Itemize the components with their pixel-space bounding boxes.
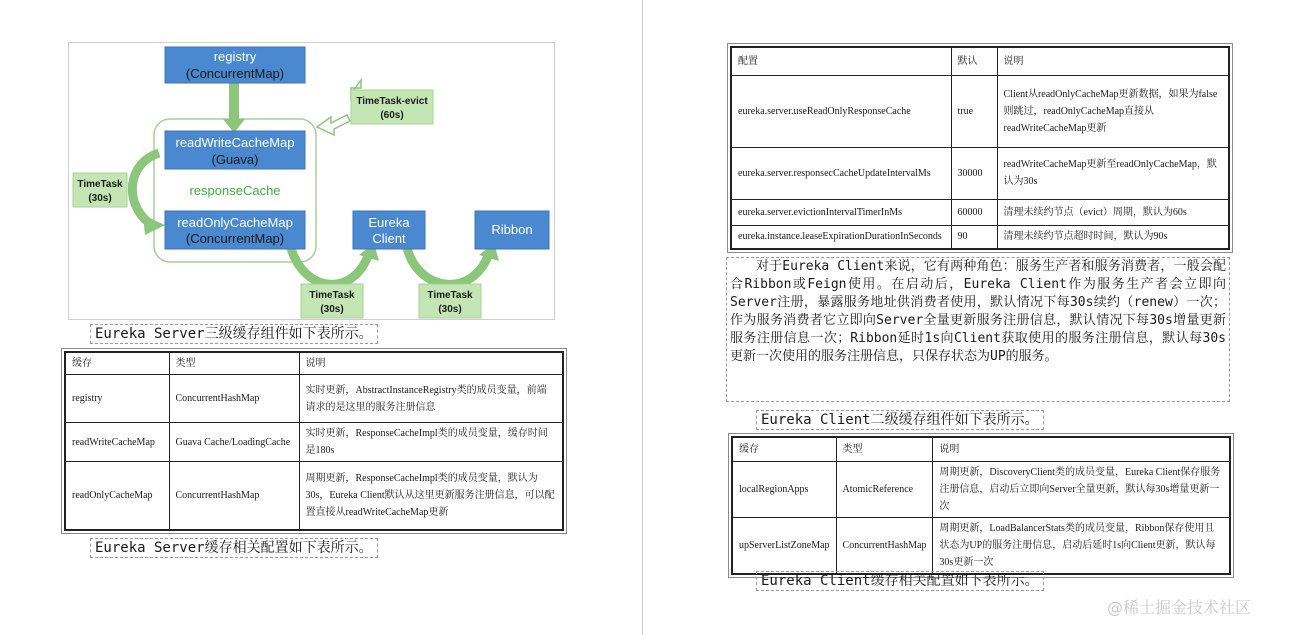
cell-cache: readWriteCacheMap: [65, 423, 169, 462]
header-type: 类型: [836, 437, 933, 461]
table-row: [65, 462, 563, 530]
page-divider: [642, 0, 643, 635]
cell-default: true: [951, 75, 997, 147]
timetask-bottom2-note: [419, 284, 481, 318]
cell-desc: 清理未续约节点超时时间，默认为90s: [997, 225, 1229, 249]
client-to-ribbon-arrow: [407, 248, 489, 284]
ribbon-box: [475, 211, 549, 249]
cell-desc: readWriteCacheMap更新至readOnlyCacheMap，默认为30s: [997, 147, 1229, 199]
tt-left-interval-label: (30s): [88, 193, 112, 204]
rocm-to-client-arrow: [291, 248, 369, 284]
cell-type: ConcurrentHashMap: [169, 375, 299, 423]
tt-bottom2-interval-label: (30s): [438, 304, 462, 315]
table-row: [731, 147, 1229, 199]
ribbon-label: Ribbon: [491, 222, 533, 237]
table-row: [732, 461, 1230, 517]
client-label-line1: Eureka: [368, 215, 410, 230]
table-header-row: [732, 437, 1230, 461]
cell-default: 90: [951, 225, 997, 249]
header-default: 默认: [951, 47, 997, 75]
caption-server-three-level: Eureka Server三级缓存组件如下表所示。: [90, 324, 378, 344]
cell-default: 60000: [951, 199, 997, 225]
cell-desc: Client从readOnlyCacheMap更新数据，如果为false则跳过，readOnlyCacheMap直接从readWriteCacheMap更新: [997, 75, 1229, 147]
table-row: [732, 517, 1230, 574]
table-row: [731, 225, 1229, 249]
registry-to-rwcm-arrow: [223, 83, 245, 133]
client-cache-table-wrap: [728, 433, 1234, 578]
cell-type: ConcurrentHashMap: [169, 462, 299, 530]
header-cache: 缓存: [65, 352, 169, 375]
response-cache-label: responseCache: [189, 183, 281, 198]
cell-config: eureka.instance.leaseExpirationDurationInSeconds: [731, 225, 951, 249]
cell-type: Guava Cache/LoadingCache: [169, 423, 299, 462]
header-desc: 说明: [299, 352, 563, 375]
tt-bottom1-interval-label: (30s): [320, 304, 344, 315]
client-roles-paragraph: 对于Eureka Client来说，它有两种角色：服务生产者和服务消费者，一般会配合Ribbon或Feign使用。在启动后，Eureka Client作为服务生产者会立即向Server注册，暴露服务地址供消费者使用，默认情况下每30s续约（renew）一次；作为服务消费者它立即向Server全量更新服务注册信息，默认情况下每30s增量更新服务注册信息一次；Ribbon延时1s向Client获取使用的服务注册信息，默认每30s更新一次使用的服务注册信息，只保存状态为UP的服务。: [726, 257, 1230, 402]
cell-cache: upServerListZoneMap: [732, 517, 836, 574]
registry-label: registry: [213, 49, 257, 64]
caption-server-config: Eureka Server缓存相关配置如下表所示。: [90, 538, 378, 558]
cell-desc: 周期更新，LoadBalancerStats类的成员变量，Ribbon保存使用且状态为UP的服务注册信息，启动后延时1s向Client更新，默认每30s更新一次: [933, 517, 1230, 574]
header-type: 类型: [169, 352, 299, 375]
rwcm-type-label: (Guava): [211, 152, 259, 167]
header-cache: 缓存: [732, 437, 836, 461]
table-row: [731, 75, 1229, 147]
eureka-client-box: [353, 211, 425, 249]
cache-architecture-diagram: [68, 42, 555, 320]
tt-bottom1-label: TimeTask: [309, 290, 355, 301]
cell-config: eureka.server.responsecCacheUpdateIntervalMs: [731, 147, 951, 199]
rocm-type-label: (ConcurrentMap): [185, 231, 285, 246]
registry-box: [165, 47, 305, 83]
table-row: [65, 423, 563, 462]
rocm-box: [165, 211, 305, 249]
server-config-table: [730, 46, 1230, 250]
table-row: [731, 199, 1229, 225]
tt-left-label: TimeTask: [77, 179, 123, 190]
watermark: @稀土掘金技术社区: [1107, 598, 1252, 617]
cell-config: eureka.server.evictionIntervalTimerInMs: [731, 199, 951, 225]
header-config: 配置: [731, 47, 951, 75]
registry-type-label: (ConcurrentMap): [185, 66, 285, 81]
server-cache-table-wrap: [61, 348, 567, 534]
timetask-bottom1-note: [301, 284, 363, 318]
cell-default: 30000: [951, 147, 997, 199]
cell-cache: localRegionApps: [732, 461, 836, 517]
table-row: [65, 375, 563, 423]
evict-label: TimeTask-evict: [356, 96, 428, 107]
timetask-left-note: [73, 173, 127, 207]
cell-type: ConcurrentHashMap: [836, 517, 933, 574]
timetask-left-arrow: [132, 153, 159, 223]
caption-client-config: Eureka Client缓存相关配置如下表所示。: [756, 571, 1044, 591]
cell-cache: readOnlyCacheMap: [65, 462, 169, 530]
caption-client-two-level: Eureka Client二级缓存组件如下表所示。: [756, 410, 1044, 430]
table-header-row: [731, 47, 1229, 75]
table-header-row: [65, 352, 563, 375]
cell-desc: 周期更新，ResponseCacheImpl类的成员变量，默认为30s，Eureka Client默认从这里更新服务注册信息，可以配置直接从readWriteCacheMap更新: [299, 462, 563, 530]
client-cache-table: [731, 436, 1231, 575]
rwcm-label: readWriteCacheMap: [175, 135, 295, 150]
cell-cache: registry: [65, 375, 169, 423]
server-config-table-wrap: [727, 43, 1233, 253]
timetask-evict-note: [351, 90, 433, 124]
cell-type: AtomicReference: [836, 461, 933, 517]
rwcm-box: [165, 131, 305, 169]
header-desc: 说明: [933, 437, 1230, 461]
cell-desc: 实时更新，ResponseCacheImpl类的成员变量，缓存时间是180s: [299, 423, 563, 462]
cell-desc: 周期更新，DiscoveryClient类的成员变量，Eureka Client保存服务注册信息，启动后立即向Server全量更新，默认每30s增量更新一次: [933, 461, 1230, 517]
client-label-line2: Client: [372, 231, 406, 246]
cell-config: eureka.server.useReadOnlyResponseCache: [731, 75, 951, 147]
tt-bottom2-label: TimeTask: [427, 290, 473, 301]
cell-desc: 清理未续约节点（evict）周期，默认为60s: [997, 199, 1229, 225]
rocm-label: readOnlyCacheMap: [177, 215, 293, 230]
header-desc: 说明: [997, 47, 1229, 75]
diagram-canvas: [69, 43, 554, 319]
evict-interval-label: (60s): [380, 110, 404, 121]
server-cache-table: [64, 351, 564, 531]
cell-desc: 实时更新，AbstractInstanceRegistry类的成员变量，前端请求的是这里的服务注册信息: [299, 375, 563, 423]
